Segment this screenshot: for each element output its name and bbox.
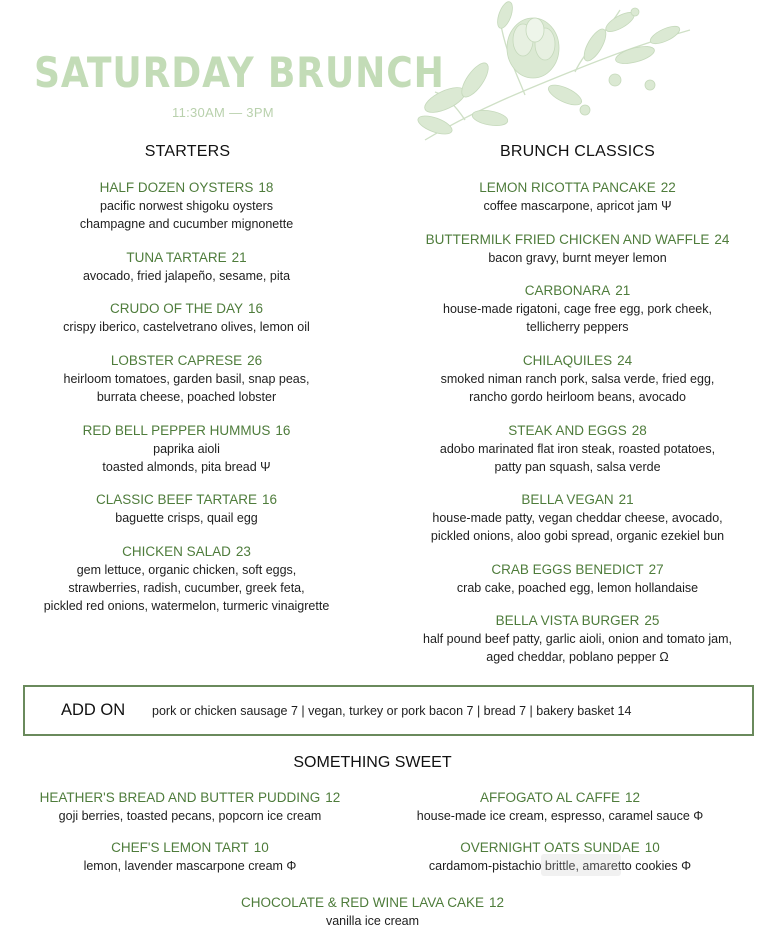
item-price: 21 — [618, 492, 634, 507]
menu-title: SATURDAY BRUNCH — [34, 48, 445, 97]
sweet-center-column — [200, 0, 545, 950]
item-description: coffee mascarpone, apricot jam Ψ — [483, 199, 672, 213]
item-name: CLASSIC BEEF TARTARE — [95, 492, 257, 507]
item-price: 26 — [247, 353, 263, 368]
starters-heading: STARTERS — [144, 143, 231, 160]
item-price: 16 — [247, 301, 264, 316]
item-name: RED BELL PEPPER HUMMUS — [82, 423, 271, 438]
item-name: CARBONARA — [524, 283, 611, 298]
item-description: paprika aioli — [153, 442, 220, 456]
something-sweet-heading: SOMETHING SWEET — [293, 754, 452, 771]
item-description: champagne and cucumber mignonette — [79, 217, 294, 231]
item-description: strawberries, radish, cucumber, greek feta, — [68, 581, 305, 595]
add-on-label: ADD ON — [61, 701, 126, 719]
item-description: half pound beef patty, garlic aioli, onion and tomato jam, — [423, 632, 732, 646]
watermark — [541, 854, 621, 876]
item-price: 12 — [325, 790, 341, 805]
item-description: bacon gravy, burnt meyer lemon — [488, 251, 667, 265]
item-name: CHEF'S LEMON TART — [111, 840, 249, 855]
item-name: CRUDO OF THE DAY — [109, 301, 243, 316]
item-price: 18 — [258, 180, 274, 195]
add-on-options: pork or chicken sausage 7 | vegan, turkey or pork bacon 7 | bread 7 | bakery basket 14 — [152, 704, 632, 718]
item-price: 12 — [489, 895, 505, 910]
item-description: goji berries, toasted pecans, popcorn ice cream — [58, 809, 322, 823]
item-description: house-made patty, vegan cheddar cheese, avocado, — [432, 511, 723, 525]
item-description: crab cake, poached egg, lemon hollandaise — [456, 581, 699, 595]
item-description: gem lettuce, organic chicken, soft eggs, — [76, 563, 297, 577]
item-price: 12 — [625, 790, 641, 805]
item-name: LEMON RICOTTA PANCAKE — [479, 180, 656, 195]
item-price: 21 — [231, 250, 247, 265]
item-description: cardamom-pistachio brittle, amaretto cookies Φ — [428, 859, 692, 873]
item-name: AFFOGATO AL CAFFE — [479, 790, 620, 805]
item-price: 24 — [617, 353, 633, 368]
item-price: 21 — [615, 283, 631, 298]
item-description: avocado, fried jalapeño, sesame, pita — [82, 269, 291, 283]
item-description: patty pan squash, salsa verde — [494, 460, 661, 474]
item-description: tellicherry peppers — [526, 320, 629, 334]
item-description: aged cheddar, poblano pepper Ω — [486, 650, 669, 664]
item-name: HEATHER'S BREAD AND BUTTER PUDDING — [39, 790, 321, 805]
item-price: 27 — [648, 562, 664, 577]
item-name: TUNA TARTARE — [126, 250, 227, 265]
item-name: STEAK AND EGGS — [508, 423, 627, 438]
item-description: burrata cheese, poached lobster — [96, 390, 277, 404]
item-price: 10 — [253, 840, 269, 855]
item-name: OVERNIGHT OATS SUNDAE — [460, 840, 640, 855]
item-name: LOBSTER CAPRESE — [110, 353, 243, 368]
item-description: pacific norwest shigoku oysters — [100, 199, 273, 213]
item-description: smoked niman ranch pork, salsa verde, fried egg, — [440, 372, 715, 386]
item-price: 10 — [644, 840, 660, 855]
item-name: CRAB EGGS BENEDICT — [491, 562, 644, 577]
item-description: lemon, lavender mascarpone cream Φ — [83, 859, 297, 873]
item-description: pickled onions, aloo gobi spread, organic ezekiel bun — [430, 529, 725, 543]
item-name: CHOCOLATE & RED WINE LAVA CAKE — [240, 895, 485, 910]
brunch-classics-heading: BRUNCH CLASSICS — [499, 143, 656, 160]
item-description: vanilla ice cream — [325, 914, 420, 928]
item-description: toasted almonds, pita bread Ψ — [102, 460, 271, 474]
item-price: 16 — [262, 492, 278, 507]
item-name: BELLA VISTA BURGER — [495, 613, 640, 628]
item-description: adobo marinated flat iron steak, roasted potatoes, — [439, 442, 716, 456]
item-name: BUTTERMILK FRIED CHICKEN AND WAFFLE — [425, 232, 710, 247]
item-name: CHILAQUILES — [522, 353, 613, 368]
item-description: rancho gordo heirloom beans, avocado — [469, 390, 686, 404]
item-name: BELLA VEGAN — [521, 492, 614, 507]
item-price: 22 — [660, 180, 676, 195]
item-name: CHICKEN SALAD — [122, 544, 231, 559]
item-description: house-made ice cream, espresso, caramel sauce Φ — [416, 809, 704, 823]
item-description: baguette crisps, quail egg — [115, 511, 258, 525]
item-name: HALF DOZEN OYSTERS — [99, 180, 254, 195]
menu-item-chocolate-red-wine-lava-cake — [200, 894, 545, 930]
item-price: 24 — [714, 232, 730, 247]
item-price: 25 — [644, 613, 660, 628]
item-description: heirloom tomatoes, garden basil, snap peas, — [63, 372, 310, 386]
item-description: crispy iberico, castelvetrano olives, lemon oil — [63, 320, 310, 334]
item-price: 16 — [275, 423, 291, 438]
item-description: house-made rigatoni, cage free egg, pork cheek, — [443, 302, 712, 316]
item-price: 28 — [631, 423, 647, 438]
service-hours: 11:30AM — 3PM — [172, 105, 274, 120]
item-price: 23 — [235, 544, 251, 559]
item-description: pickled red onions, watermelon, turmeric vinaigrette — [43, 599, 330, 613]
